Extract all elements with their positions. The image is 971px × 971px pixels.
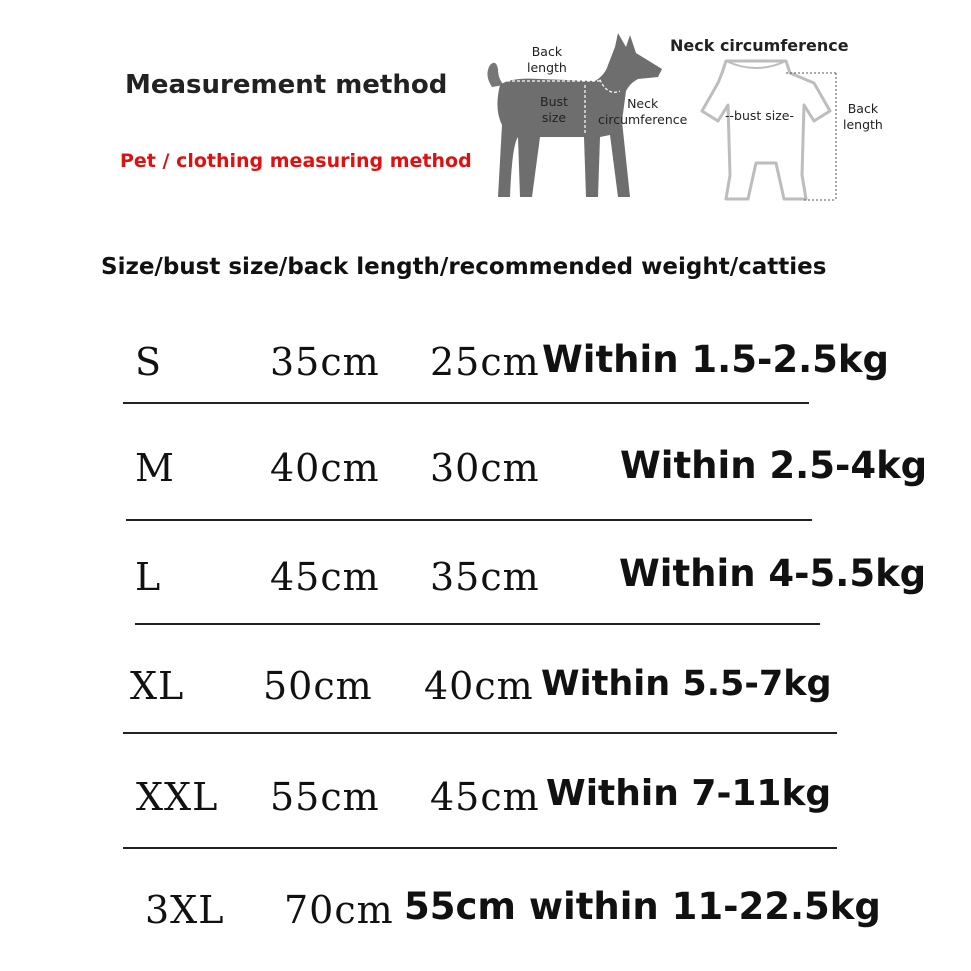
row-bust: 40cm: [270, 446, 380, 490]
row-divider: [123, 847, 837, 849]
row-size: XL: [130, 664, 185, 708]
row-bust: 50cm: [263, 664, 373, 708]
dog-back-length-label: Back length: [527, 44, 567, 75]
clothing-illustration: [686, 55, 846, 205]
clothing-neck-label: Neck circumference: [670, 36, 849, 55]
row-back: 40cm: [424, 664, 534, 708]
row-divider: [123, 402, 809, 404]
row-divider: [123, 732, 837, 734]
columns-header: Size/bust size/back length/recommended weight/catties: [101, 254, 827, 280]
row-size: XXL: [136, 775, 219, 819]
row-size: 3XL: [145, 888, 225, 932]
row-back: 45cm: [430, 775, 540, 819]
row-size: L: [135, 555, 162, 599]
clothing-back-length-label: Back length: [843, 101, 883, 132]
dog-bust-size-label: Bust size: [540, 94, 568, 125]
row-back: 30cm: [430, 446, 540, 490]
row-bust: 45cm: [270, 555, 380, 599]
page-title: Measurement method: [125, 70, 448, 100]
row-bust: 55cm: [270, 775, 380, 819]
row-weight: Within 4-5.5kg: [619, 552, 927, 595]
row-weight: Within 2.5-4kg: [620, 444, 928, 487]
row-weight: Within 5.5-7kg: [541, 664, 832, 704]
row-divider: [135, 623, 820, 625]
row-back: 35cm: [430, 555, 540, 599]
row-weight: Within 7-11kg: [546, 773, 832, 814]
row-weight: Within 1.5-2.5kg: [542, 338, 889, 381]
page-subtitle: Pet / clothing measuring method: [120, 150, 472, 172]
row-size: S: [135, 340, 163, 384]
clothing-bust-size-label: --bust size-: [725, 108, 795, 123]
row-back-and-weight: 55cm within 11-22.5kg: [404, 885, 881, 928]
dog-neck-label: Neck circumference: [598, 96, 688, 127]
row-bust: 70cm: [284, 888, 394, 932]
row-back: 25cm: [430, 340, 540, 384]
row-divider: [126, 519, 812, 521]
row-size: M: [135, 446, 175, 490]
row-bust: 35cm: [270, 340, 380, 384]
